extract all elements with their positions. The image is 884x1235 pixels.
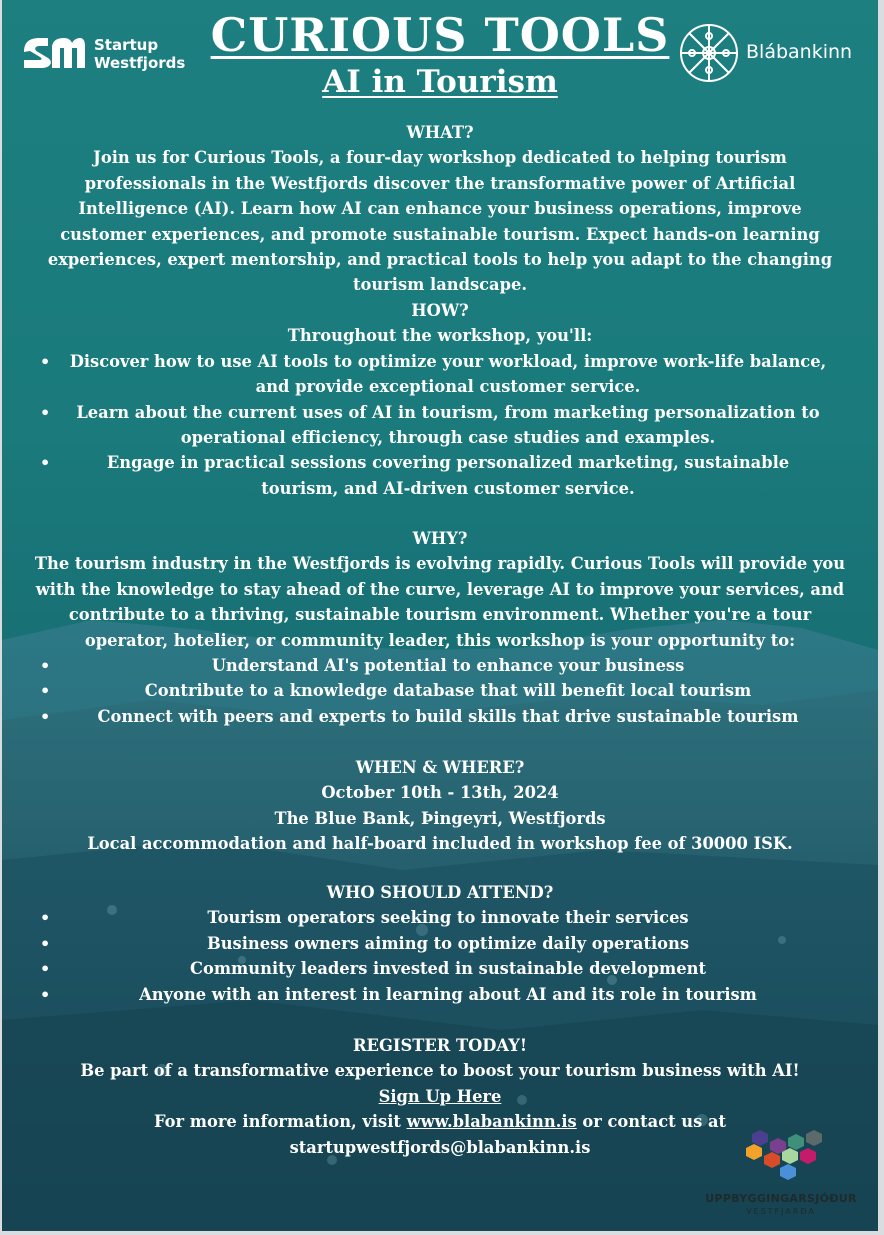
why-heading: WHY? — [412, 529, 468, 548]
who-item: • Anyone with an interest in learning about AI and its role in tourism — [32, 982, 848, 1007]
info-prefix: For more information, visit — [153, 1112, 401, 1132]
register-heading: REGISTER TODAY! — [353, 1036, 527, 1055]
poster-title: CURIOUS TOOLS — [210, 8, 670, 62]
how-item: • Learn about the current uses of AI in tourism, from marketing personalization to operational efficiency, through case studies and examples. — [32, 400, 848, 451]
how-section — [32, 298, 848, 501]
when-heading: WHEN & WHERE? — [355, 758, 525, 777]
contact-email[interactable]: startupwestfjords@blabankinn.is — [289, 1137, 591, 1157]
poster — [2, 0, 878, 1231]
who-item: • Community leaders invested in sustainable development — [32, 956, 848, 981]
poster-subtitle: AI in Tourism — [322, 64, 558, 100]
who-heading: WHO SHOULD ATTEND? — [326, 883, 554, 902]
logo-left-line2: Westfjords — [94, 54, 186, 72]
what-heading: WHAT? — [406, 123, 474, 142]
info-suffix: or contact us at — [582, 1112, 727, 1132]
footer-logo-sub: VESTFJARÐA — [746, 1207, 816, 1216]
why-item: • Connect with peers and experts to build skills that drive sustainable tourism — [32, 704, 848, 729]
who-section — [32, 880, 848, 1007]
when-dates: October 10th - 13th, 2024 — [321, 783, 559, 803]
website-link[interactable]: www.blabankinn.is — [406, 1112, 577, 1132]
uppbyggingarsjodur-logo — [696, 1128, 866, 1228]
when-section — [32, 755, 848, 857]
logo-left-line1: Startup — [94, 36, 159, 54]
logo-right-name: Blábankinn — [746, 41, 853, 63]
why-item: • Understand AI's potential to enhance your business — [32, 653, 848, 678]
register-text: Be part of a transformative experience to boost your tourism business with AI! — [80, 1061, 800, 1081]
what-section — [32, 120, 848, 298]
who-item: • Tourism operators seeking to innovate their services — [32, 905, 848, 930]
how-list — [32, 349, 848, 501]
why-section — [32, 526, 848, 729]
how-heading: HOW? — [411, 301, 469, 320]
why-list — [32, 653, 848, 729]
when-fee: Local accommodation and half-board included in workshop fee of 30000 ISK. — [87, 834, 793, 854]
footer-logo-name: UPPBYGGINGARSJÓÐUR — [705, 1192, 857, 1205]
who-list — [32, 905, 848, 1007]
why-text: The tourism industry in the Westfjords is evolving rapidly. Curious Tools will provide you with the knowledge to stay ahead of the curve, leverage AI to improve your services, and contribute to a thriving, sustainable tourism environment. Whether you're a tour operator, hotelier, or community leader, this workshop is your opportunity to: — [34, 554, 846, 650]
who-item: • Business owners aiming to optimize daily operations — [32, 931, 848, 956]
signup-link[interactable]: Sign Up Here — [378, 1086, 502, 1106]
how-item: • Discover how to use AI tools to optimize your workload, improve work-life balance, and provide exceptional customer service. — [32, 349, 848, 400]
why-item: • Contribute to a knowledge database that will benefit local tourism — [32, 678, 848, 703]
how-intro: Throughout the workshop, you'll: — [287, 326, 593, 346]
how-item: • Engage in practical sessions covering personalized marketing, sustainable tourism, and AI-driven customer service. — [32, 450, 848, 501]
when-place: The Blue Bank, Þingeyri, Westfjords — [274, 808, 606, 828]
what-text: Join us for Curious Tools, a four-day workshop dedicated to helping tourism professionals in the Westfjords discover the transformative power of Artificial Intelligence (AI). Learn how AI can enhance your business operations, improve customer experiences, and promote sustainable tourism. Expect hands-on learning experiences, expert mentorship, and practical tools to help you adapt to the changing tourism landscape. — [47, 148, 833, 295]
hexagon-cluster-icon — [696, 1128, 866, 1190]
